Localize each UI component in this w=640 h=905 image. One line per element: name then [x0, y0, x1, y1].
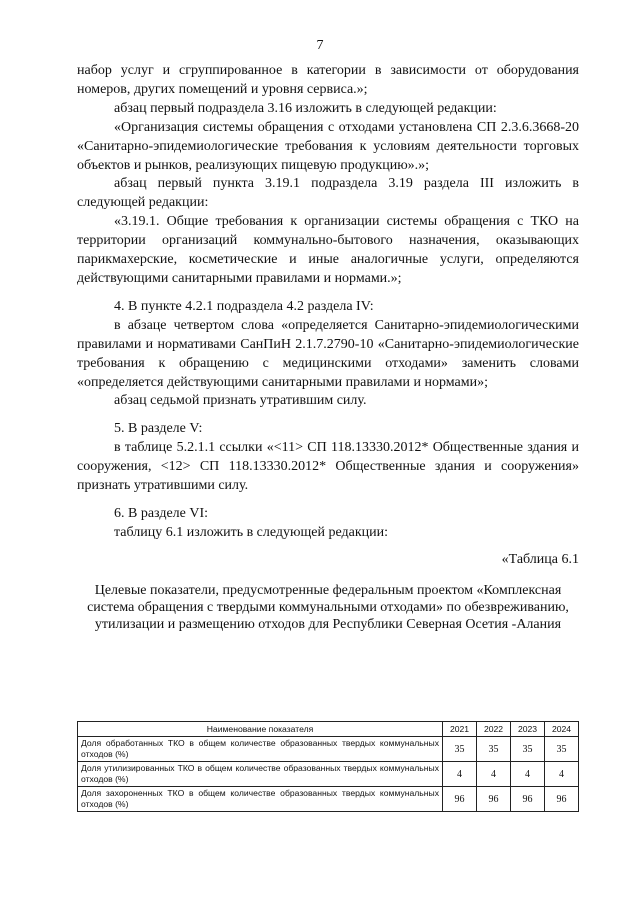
table-header-row — [78, 722, 579, 737]
targets-table — [77, 721, 579, 812]
paragraph: «Организация системы обращения с отходами установлена СП 2.3.6.3668-20 «Санитарно-эпидемиологические требования к условиям деятельности торговых объектов и рынков, реализующих пищевую продукцию».»; — [77, 119, 579, 173]
cell-value: 35 — [477, 737, 511, 762]
table-row — [78, 787, 579, 812]
header-year: 2023 — [511, 722, 545, 737]
paragraph: набор услуг и сгруппированное в категории в зависимости от оборудования номеров, других помещений и уровня сервиса.»; — [77, 63, 579, 97]
header-year: 2022 — [477, 722, 511, 737]
table-reference: «Таблица 6.1 — [501, 551, 579, 567]
paragraph: в таблице 5.2.1.1 ссылки «<11> СП 118.13330.2012* Общественные здания и сооружения, <12> СП 118.13330.2012* Общественные здания и сооружения» признать утратившими силу. — [77, 440, 579, 494]
cell-value: 35 — [443, 737, 477, 762]
paragraph: абзац первый пункта 3.19.1 подраздела 3.19 раздела III изложить в следующей редакции: — [77, 176, 579, 211]
cell-value: 96 — [545, 787, 579, 812]
section-heading: 6. В разделе VI: — [114, 505, 209, 521]
section-heading: 5. В разделе V: — [114, 421, 203, 437]
cell-value: 96 — [443, 787, 477, 812]
cell-value: 4 — [443, 762, 477, 787]
row-label: Доля захороненных ТКО в общем количестве образованных твердых коммунальных отходов (%) — [78, 787, 443, 812]
paragraph: «3.19.1. Общие требования к организации системы обращения с ТКО на территории организаций коммунально-бытового назначения, оказывающих парикмахерские, косметические и иные аналогичные услуги, определяются действующими санитарными правилами и нормами.»; — [77, 214, 579, 286]
cell-value: 35 — [511, 737, 545, 762]
cell-value: 4 — [511, 762, 545, 787]
header-year: 2021 — [443, 722, 477, 737]
table-row — [78, 762, 579, 787]
paragraph: таблицу 6.1 изложить в следующей редакции: — [114, 524, 389, 540]
paragraph: абзац первый подраздела 3.16 изложить в следующей редакции: — [114, 100, 497, 116]
header-year: 2024 — [545, 722, 579, 737]
table-row — [78, 737, 579, 762]
row-label: Доля утилизированных ТКО в общем количестве образованных твердых коммунальных отходов (%) — [78, 762, 443, 787]
cell-value: 96 — [511, 787, 545, 812]
cell-value: 4 — [545, 762, 579, 787]
cell-value: 4 — [477, 762, 511, 787]
page-number: 7 — [316, 38, 324, 53]
cell-value: 96 — [477, 787, 511, 812]
section-heading: 4. В пункте 4.2.1 подраздела 4.2 раздела IV: — [114, 298, 374, 314]
header-indicator: Наименование показателя — [78, 722, 443, 737]
paragraph: абзац седьмой признать утратившим силу. — [114, 393, 367, 409]
row-label: Доля обработанных ТКО в общем количестве образованных твердых коммунальных отходов (%) — [78, 737, 443, 762]
table-title: Целевые показатели, предусмотренные федеральным проектом «Комплексная система обращения с твердыми коммунальными отходами» по обезвреживанию, утилизации и размещению отходов для Республики Северная Осетия -Алания — [87, 582, 569, 632]
paragraph: в абзаце четвертом слова «определяется Санитарно-эпидемиологическими правилами и нормативами СанПиН 2.1.7.2790-10 «Санитарно-эпидемиологические требования к обращению с медицинскими отходами» заменить словами «определяется действующими санитарными правилами и нормами»; — [77, 317, 579, 390]
document-body — [77, 62, 579, 633]
cell-value: 35 — [545, 737, 579, 762]
